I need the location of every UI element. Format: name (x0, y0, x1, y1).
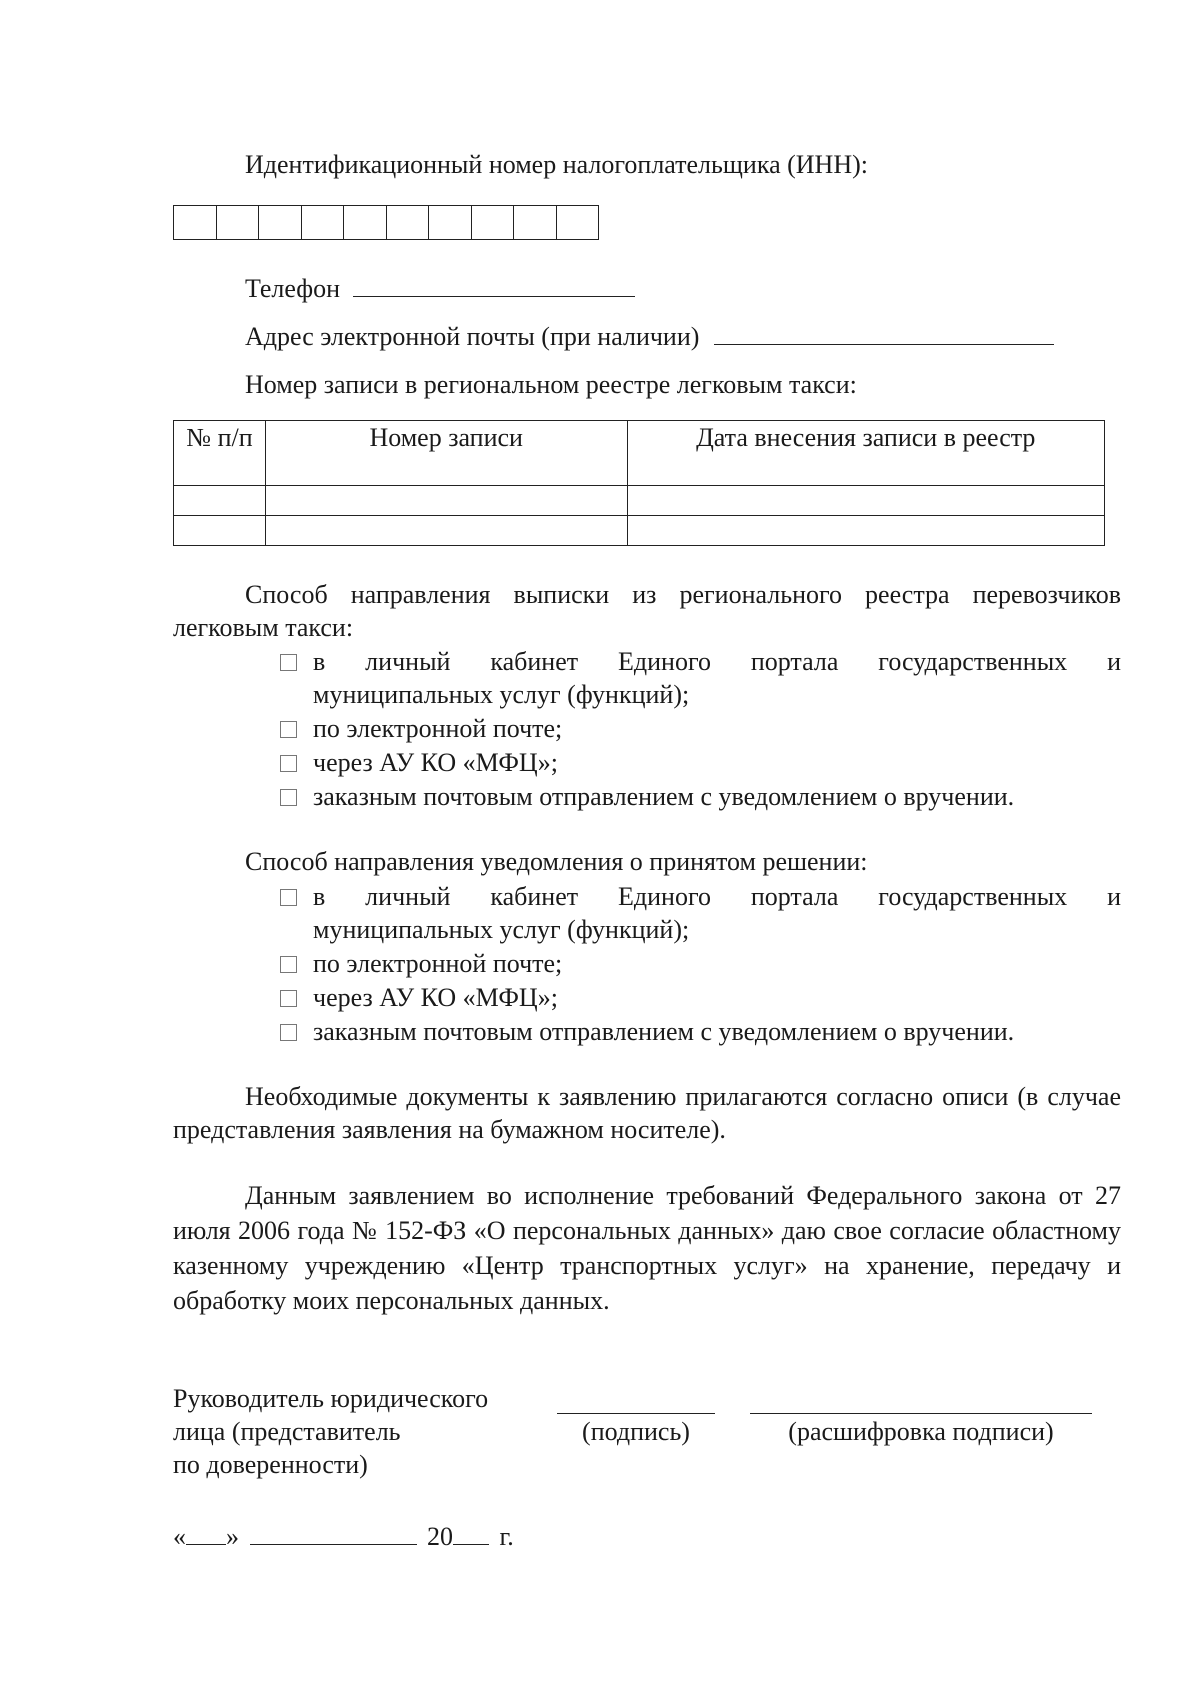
date-month-field[interactable] (250, 1520, 417, 1545)
inn-label: Идентификационный номер налогоплательщика (ИНН): (245, 150, 868, 179)
extract-method-options (280, 645, 1121, 814)
inn-input-boxes[interactable] (173, 205, 599, 240)
email-label: Адрес электронной почты (при наличии) (245, 322, 700, 351)
inn-digit-box[interactable] (217, 206, 260, 239)
cell-record-number[interactable] (265, 486, 627, 516)
option-label: заказным почтовым отправлением с уведомлением о вручении. (313, 1017, 1015, 1046)
checkbox[interactable] (280, 956, 297, 973)
decision-option-portal[interactable] (280, 880, 1121, 946)
extract-option-email[interactable] (280, 712, 1121, 745)
date-close-quote: » (226, 1522, 239, 1551)
inn-digit-box[interactable] (344, 206, 387, 239)
cell-number[interactable] (174, 486, 266, 516)
decision-method-options (280, 880, 1121, 1049)
consent-text: Данным заявлением во исполнение требований Федерального закона от 27 июля 2006 года № 152-ФЗ «О персональных данных» даю свое согласие областному казенному учреждению «Центр транспортных услуг» на хранение, передачу и обработку моих персональных данных. (173, 1181, 1121, 1315)
signature-decoding-caption: (расшифровка подписи) (788, 1417, 1054, 1446)
email-field[interactable] (714, 320, 1054, 345)
cell-record-number[interactable] (265, 516, 627, 546)
checkbox[interactable] (280, 990, 297, 1007)
option-label: заказным почтовым отправлением с уведомлением о вручении. (313, 782, 1015, 811)
date-open-quote: « (173, 1522, 186, 1551)
signer-title-line1: Руководитель юридического (173, 1384, 489, 1413)
cell-entry-date[interactable] (627, 516, 1105, 546)
inn-digit-box[interactable] (174, 206, 217, 239)
extract-option-mfc[interactable] (280, 746, 1121, 779)
date-day-field[interactable] (186, 1520, 226, 1545)
signature-decoding-field[interactable] (750, 1389, 1092, 1414)
signature-caption: (подпись) (582, 1417, 690, 1446)
consent-block (173, 1178, 1121, 1318)
inn-digit-box[interactable] (387, 206, 430, 239)
option-label: через АУ КО «МФЦ»; (313, 983, 558, 1012)
header-record-number: Номер записи (265, 421, 627, 486)
extract-option-portal[interactable] (280, 645, 1121, 711)
signer-title-line2: лица (представитель (173, 1417, 401, 1446)
inn-digit-box[interactable] (259, 206, 302, 239)
email-row (245, 320, 1054, 353)
checkbox[interactable] (280, 1024, 297, 1041)
date-line (173, 1520, 514, 1553)
checkbox[interactable] (280, 889, 297, 906)
cell-number[interactable] (174, 516, 266, 546)
option-label: по электронной почте; (313, 714, 563, 743)
inn-digit-box[interactable] (557, 206, 599, 239)
option-label-cont: муниципальных услуг (функций); (313, 680, 690, 709)
checkbox[interactable] (280, 654, 297, 671)
extract-method-label: Способ направления выписки из регионального реестра перевозчиков легковым такси: (173, 580, 1121, 642)
phone-label: Телефон (245, 274, 341, 303)
table-row (174, 516, 1105, 546)
cell-entry-date[interactable] (627, 486, 1105, 516)
checkbox[interactable] (280, 789, 297, 806)
decision-method-label: Способ направления уведомления о принятом решении: (245, 847, 868, 876)
registry-table-header (174, 421, 1105, 486)
extract-method-label-block (173, 578, 1121, 644)
checkbox[interactable] (280, 721, 297, 738)
option-label: в личный кабинет Единого портала государственных и (313, 647, 1121, 676)
phone-row (245, 272, 635, 305)
signature-field[interactable] (557, 1389, 715, 1414)
registry-label: Номер записи в региональном реестре легковым такси: (245, 370, 857, 399)
decision-option-registered-mail[interactable] (280, 1015, 1121, 1048)
date-year-suffix: г. (499, 1522, 514, 1551)
signer-title-line3: по доверенности) (173, 1450, 368, 1479)
option-label: через АУ КО «МФЦ»; (313, 748, 558, 777)
option-label: по электронной почте; (313, 949, 563, 978)
inn-digit-box[interactable] (472, 206, 515, 239)
header-number: № п/п (174, 421, 266, 486)
phone-field[interactable] (353, 272, 635, 297)
inn-digit-box[interactable] (429, 206, 472, 239)
date-year-prefix: 20 (427, 1522, 453, 1551)
header-entry-date: Дата внесения записи в реестр (627, 421, 1105, 486)
decision-option-mfc[interactable] (280, 981, 1121, 1014)
documents-note-block (173, 1080, 1121, 1146)
checkbox[interactable] (280, 755, 297, 772)
registry-table (173, 420, 1105, 546)
option-label-cont: муниципальных услуг (функций); (313, 915, 690, 944)
extract-option-registered-mail[interactable] (280, 780, 1121, 813)
option-label: в личный кабинет Единого портала государственных и (313, 882, 1121, 911)
date-year-field[interactable] (453, 1520, 489, 1545)
decision-option-email[interactable] (280, 947, 1121, 980)
inn-digit-box[interactable] (302, 206, 345, 239)
inn-digit-box[interactable] (514, 206, 557, 239)
documents-note: Необходимые документы к заявлению прилагаются согласно описи (в случае представления заявления на бумажном носителе). (173, 1082, 1121, 1144)
table-row (174, 486, 1105, 516)
